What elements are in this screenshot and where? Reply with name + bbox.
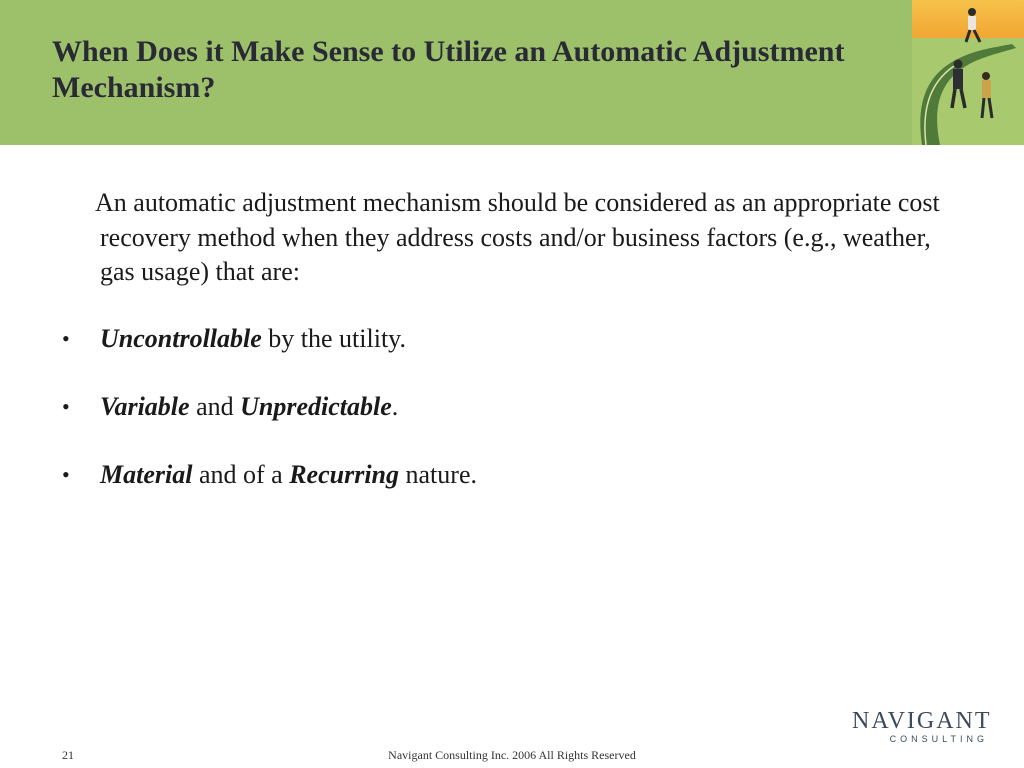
bullet-text: and: [189, 392, 241, 421]
bullet-text: and of a: [192, 460, 290, 489]
bullet-item: [62, 458, 962, 526]
bullet-marker: •: [62, 326, 70, 351]
footer-copyright: Navigant Consulting Inc. 2006 All Rights Reserved: [388, 748, 636, 762]
bullet-text: nature.: [399, 460, 477, 489]
logo-subtitle: CONSULTING: [889, 734, 988, 744]
page-number: 21: [62, 748, 74, 762]
intro-paragraph: An automatic adjustment mechanism should be considered as an appropriate cost recovery method when they address costs and/or business factors (e.g., weather, gas usage) that are:: [95, 188, 940, 286]
slide-title: When Does it Make Sense to Utilize an Automatic Adjustment Mechanism?: [52, 35, 845, 104]
bullet-emphasis: Uncontrollable: [100, 324, 262, 353]
walking-people-illustration: [912, 0, 1024, 145]
logo-wordmark: NAVIGANT: [852, 708, 992, 734]
bullet-list: [62, 322, 962, 526]
bullet-text: .: [391, 392, 399, 421]
bullet-text: by the utility.: [261, 324, 406, 353]
bullet-marker: •: [62, 394, 70, 419]
bullet-marker: •: [62, 462, 70, 487]
bullet-item: [62, 322, 962, 390]
bullet-emphasis: Variable: [100, 392, 190, 421]
bullet-emphasis: Recurring: [289, 460, 400, 489]
bullet-emphasis: Material: [100, 460, 193, 489]
bullet-emphasis: Unpredictable: [240, 392, 392, 421]
header-illustration: [912, 0, 1024, 145]
bullet-item: [62, 390, 962, 458]
navigant-logo: [852, 708, 992, 748]
